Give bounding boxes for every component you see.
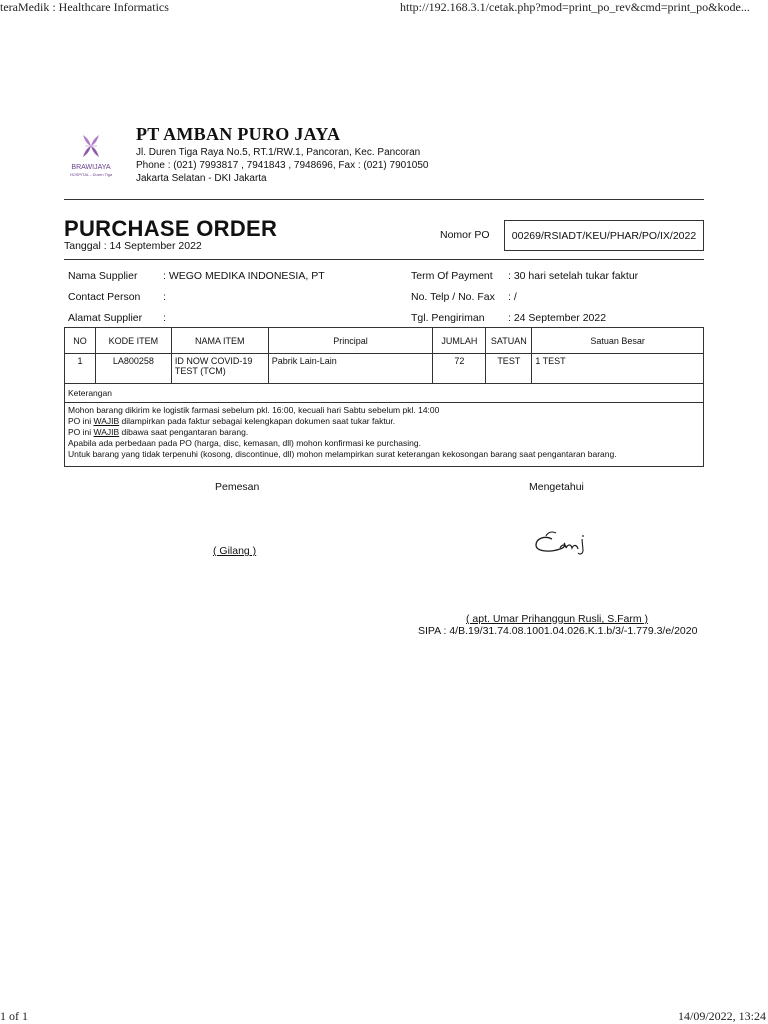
po-number-value: 00269/RSIADT/KEU/PHAR/PO/IX/2022 (511, 229, 697, 242)
notes-line-3-emphasis: WAJIB (93, 427, 120, 437)
notes-box (64, 383, 704, 467)
notes-line-3-pre: PO ini (68, 427, 94, 437)
notes-label: Keterangan (65, 383, 703, 403)
term-label: Term Of Payment (411, 270, 493, 282)
info-divider (64, 259, 704, 260)
notes-line-2-emphasis: WAJIB (93, 416, 120, 426)
contact-label: Contact Person (68, 291, 141, 303)
po-title: PURCHASE ORDER (64, 216, 278, 241)
company-phone-line: Phone : (021) 7993817 , 7941843 , 7948696, Fax : (021) 7901050 (136, 160, 429, 171)
print-header-url: http://192.168.3.1/cetak.php?mod=print_po_rev&cmd=print_po&kode... (400, 0, 750, 14)
cell-satuan-besar: 1 TEST (532, 354, 704, 384)
print-footer-datetime: 14/09/2022, 13:24 (677, 1009, 766, 1023)
notes-line-2 (68, 416, 700, 427)
approver-sipa: SIPA : 4/B.19/31.74.08.1001.04.026.K.1.b/3/-1.779.3/e/2020 (418, 625, 698, 637)
notes-lines (65, 403, 703, 462)
supplier-address-label: Alamat Supplier (68, 312, 143, 324)
table-row (65, 354, 704, 384)
print-header-title: teraMedik : Healthcare Informatics (0, 0, 169, 14)
letterhead-divider (64, 199, 704, 200)
po-number-label: Nomor PO (440, 229, 490, 241)
telp-label: No. Telp / No. Fax (411, 291, 495, 303)
logo-subtitle: HOSPITAL - Duren Tiga (69, 172, 113, 177)
company-name: PT AMBAN PURO JAYA (136, 124, 341, 144)
notes-line-1: Mohon barang dikirim ke logistik farmasi sebelum pkl. 16:00, kecuali hari Sabtu sebelum pkl. 14:00 (68, 405, 440, 415)
col-header-satuan: SATUAN (486, 328, 532, 354)
po-number-box (504, 220, 704, 251)
col-header-principal: Principal (268, 328, 433, 354)
supplier-label: Nama Supplier (68, 270, 138, 282)
col-header-jumlah: JUMLAH (433, 328, 486, 354)
orderer-label: Pemesan (215, 481, 260, 493)
logo-name: BRAWIJAYA (71, 164, 111, 171)
handwritten-signature (486, 503, 626, 595)
term-value: : 30 hari setelah tukar faktur (508, 270, 639, 282)
notes-line-2-post: dilampirkan pada faktur sebagai kelengkapan dokumen saat tukar faktur. (119, 416, 396, 426)
company-city-line: Jakarta Selatan - DKI Jakarta (136, 173, 267, 184)
cell-principal: Pabrik Lain-Lain (268, 354, 433, 384)
supplier-address-value: : (163, 312, 166, 324)
items-table (64, 327, 704, 384)
notes-line-2-pre: PO ini (68, 416, 94, 426)
col-header-no: NO (65, 328, 96, 354)
supplier-value: : WEGO MEDIKA INDONESIA, PT (163, 270, 325, 282)
print-footer-page: 1 of 1 (0, 1009, 28, 1023)
hospital-logo-icon (61, 133, 121, 159)
notes-line-4: Apabila ada perbedaan pada PO (harga, disc, kemasan, dll) mohon konfirmasi ke purchasing. (68, 438, 421, 448)
cell-satuan: TEST (486, 354, 532, 384)
approver-name: ( apt. Umar Prihanggun Rusli, S.Farm ) (466, 613, 649, 625)
contact-value: : (163, 291, 166, 303)
table-header-row (65, 328, 704, 354)
orderer-name: ( Gilang ) (213, 545, 257, 557)
delivery-date-value: : 24 September 2022 (508, 312, 607, 324)
col-header-kode-item: KODE ITEM (95, 328, 171, 354)
delivery-date-label: Tgl. Pengiriman (411, 312, 485, 324)
telp-value: : / (508, 291, 517, 303)
hospital-logo (61, 133, 121, 177)
signature-scribble-icon (486, 503, 626, 595)
approver-label: Mengetahui (529, 481, 584, 493)
company-address-line: Jl. Duren Tiga Raya No.5, RT.1/RW.1, Pancoran, Kec. Pancoran (136, 147, 421, 158)
cell-no: 1 (65, 354, 96, 384)
col-header-satuan-besar: Satuan Besar (532, 328, 704, 354)
notes-line-5: Untuk barang yang tidak terpenuhi (kosong, discontinue, dll) mohon melampirkan surat keterangan kekosongan barang saat pengantaran barang. (68, 449, 617, 459)
cell-kode-item: LA800258 (95, 354, 171, 384)
cell-jumlah: 72 (433, 354, 486, 384)
notes-line-3 (68, 427, 700, 438)
po-date: Tanggal : 14 September 2022 (64, 240, 202, 252)
cell-nama-item: ID NOW COVID-19 TEST (TCM) (171, 354, 268, 384)
col-header-nama-item: NAMA ITEM (171, 328, 268, 354)
notes-line-3-post: dibawa saat pengantaran barang. (119, 427, 249, 437)
